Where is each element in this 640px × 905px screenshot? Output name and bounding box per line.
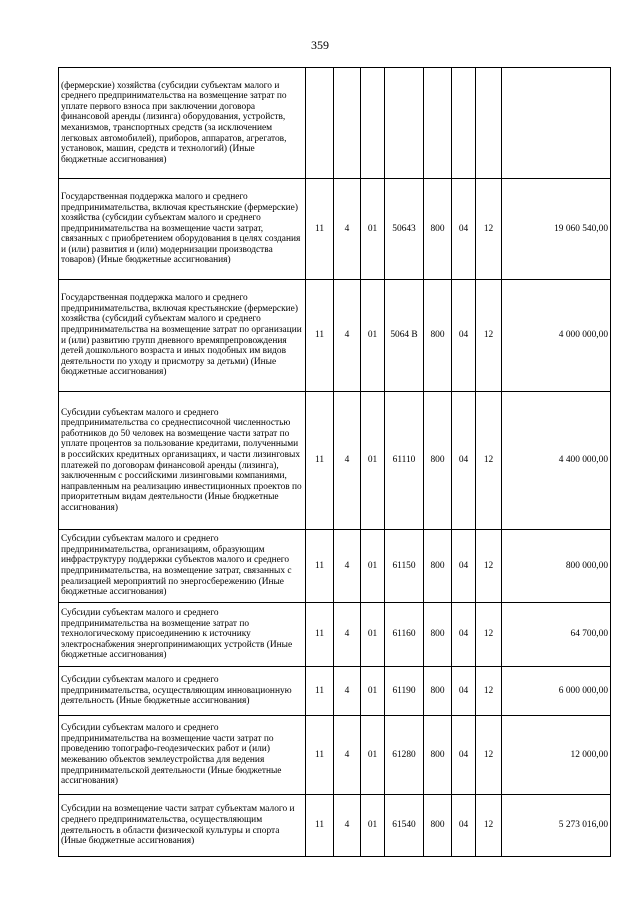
code-cell: 12: [476, 179, 502, 280]
code-cell: 11: [306, 530, 334, 603]
code-cell: 04: [452, 603, 476, 667]
code-cell: 4: [334, 179, 361, 280]
code-cell: 04: [452, 280, 476, 392]
budget-table: [58, 67, 611, 857]
code-cell: 12: [476, 716, 502, 795]
code-cell: 61540: [385, 795, 424, 857]
table-row: [59, 68, 611, 179]
amount-cell: 4 000 000,00: [502, 280, 611, 392]
code-cell: 01: [361, 392, 385, 530]
table-row: [59, 603, 611, 667]
code-cell: 800: [424, 795, 452, 857]
code-cell: 4: [334, 603, 361, 667]
code-cell: 61190: [385, 667, 424, 716]
code-cell: 800: [424, 179, 452, 280]
table-row: [59, 392, 611, 530]
row-description: Государственная поддержка малого и среднего предпринимательства, включая крестьянские (фермерские) хозяйства (субсидий субъектам малого и среднего предпринимательства на возмещение затрат по организации и (или) развитию групп дневного времяпрепровождения детей дошкольного возраста и иных подобных им видов деятельности по уходу и присмотру за детьми) (Иные бюджетные ассигнования): [59, 280, 306, 392]
code-cell: 11: [306, 603, 334, 667]
table-row: [59, 280, 611, 392]
amount-cell: 64 700,00: [502, 603, 611, 667]
code-cell: 4: [334, 392, 361, 530]
code-cell: 61150: [385, 530, 424, 603]
amount-cell: 12 000,00: [502, 716, 611, 795]
table-body: [59, 68, 611, 857]
code-cell: 01: [361, 795, 385, 857]
code-cell: 800: [424, 280, 452, 392]
code-cell: 11: [306, 280, 334, 392]
code-cell: [476, 68, 502, 179]
code-cell: 11: [306, 716, 334, 795]
code-cell: 800: [424, 392, 452, 530]
code-cell: 4: [334, 795, 361, 857]
code-cell: [452, 68, 476, 179]
table-row: [59, 795, 611, 857]
row-description: Государственная поддержка малого и среднего предпринимательства, включая крестьянские (фермерские) хозяйства (субсидии субъектам малого и среднего предпринимательства на возмещение части затрат, связанных с приобретением оборудования в целях создания и (или) развития и (или) модернизации производства товаров) (Иные бюджетные ассигнования): [59, 179, 306, 280]
code-cell: 04: [452, 667, 476, 716]
code-cell: 4: [334, 667, 361, 716]
code-cell: 01: [361, 603, 385, 667]
code-cell: 61160: [385, 603, 424, 667]
code-cell: 12: [476, 795, 502, 857]
code-cell: 11: [306, 795, 334, 857]
code-cell: [361, 68, 385, 179]
code-cell: [424, 68, 452, 179]
table-row: [59, 530, 611, 603]
code-cell: 04: [452, 795, 476, 857]
code-cell: 01: [361, 716, 385, 795]
code-cell: 800: [424, 603, 452, 667]
amount-cell: [502, 68, 611, 179]
code-cell: 4: [334, 530, 361, 603]
code-cell: 11: [306, 179, 334, 280]
code-cell: 04: [452, 530, 476, 603]
table-row: [59, 716, 611, 795]
row-description: Субсидии на возмещение части затрат субъектам малого и среднего предпринимательства, осуществляющим деятельность в области физической культуры и спорта (Иные бюджетные ассигнования): [59, 795, 306, 857]
code-cell: 61110: [385, 392, 424, 530]
code-cell: 01: [361, 280, 385, 392]
row-description: Субсидии субъектам малого и среднего предпринимательства, осуществляющим инновационную деятельность (Иные бюджетные ассигнования): [59, 667, 306, 716]
code-cell: 04: [452, 179, 476, 280]
code-cell: [306, 68, 334, 179]
amount-cell: 6 000 000,00: [502, 667, 611, 716]
amount-cell: 19 060 540,00: [502, 179, 611, 280]
code-cell: 4: [334, 716, 361, 795]
table-row: [59, 667, 611, 716]
code-cell: [334, 68, 361, 179]
code-cell: 11: [306, 392, 334, 530]
code-cell: 12: [476, 667, 502, 716]
amount-cell: 800 000,00: [502, 530, 611, 603]
code-cell: 800: [424, 530, 452, 603]
row-description: Субсидии субъектам малого и среднего предпринимательства, организациям, образующим инфраструктуру поддержки субъектов малого и среднего предпринимательства, на возмещение затрат, связанных с реализацией мероприятий по энергосбережению (Иные бюджетные ассигнования): [59, 530, 306, 603]
code-cell: 12: [476, 392, 502, 530]
amount-cell: 5 273 016,00: [502, 795, 611, 857]
row-description: Субсидии субъектам малого и среднего предпринимательства со среднесписочной численностью работников до 50 человек на возмещение части затрат по уплате процентов за пользование кредитами, полученными в российских кредитных организациях, и части лизинговых платежей по договорам финансовой аренды (лизинга), заключенным с российскими лизинговыми компаниями, направленным на реализацию инвестиционных проектов по приоритетным видам деятельности (Иные бюджетные ассигнования): [59, 392, 306, 530]
code-cell: 04: [452, 716, 476, 795]
table-row: [59, 179, 611, 280]
code-cell: 12: [476, 280, 502, 392]
row-description: (фермерские) хозяйства (субсидии субъектам малого и среднего предпринимательства на возмещение затрат по уплате первого взноса при заключении договора финансовой аренды (лизинга) оборудования, устройств, механизмов, транспортных средств (за исключением легковых автомобилей), приборов, аппаратов, агрегатов, установок, машин, средств и технологий) (Иные бюджетные ассигнования): [59, 68, 306, 179]
code-cell: 12: [476, 603, 502, 667]
code-cell: 61280: [385, 716, 424, 795]
code-cell: 01: [361, 179, 385, 280]
code-cell: 01: [361, 667, 385, 716]
code-cell: [385, 68, 424, 179]
code-cell: 800: [424, 716, 452, 795]
code-cell: 01: [361, 530, 385, 603]
code-cell: 50643: [385, 179, 424, 280]
page-number: 359: [311, 38, 329, 52]
code-cell: 800: [424, 667, 452, 716]
code-cell: 12: [476, 530, 502, 603]
amount-cell: 4 400 000,00: [502, 392, 611, 530]
row-description: Субсидии субъектам малого и среднего предпринимательства на возмещение части затрат по проведению топографо-геодезических работ и (или) межеванию объектов землеустройства для ведения предпринимательской деятельности (Иные бюджетные ассигнования): [59, 716, 306, 795]
row-description: Субсидии субъектам малого и среднего предпринимательства на возмещение затрат по технологическому присоединению к источнику электроснабжения энергопринимающих устройств (Иные бюджетные ассигнования): [59, 603, 306, 667]
code-cell: 04: [452, 392, 476, 530]
code-cell: 5064 В: [385, 280, 424, 392]
code-cell: 4: [334, 280, 361, 392]
code-cell: 11: [306, 667, 334, 716]
